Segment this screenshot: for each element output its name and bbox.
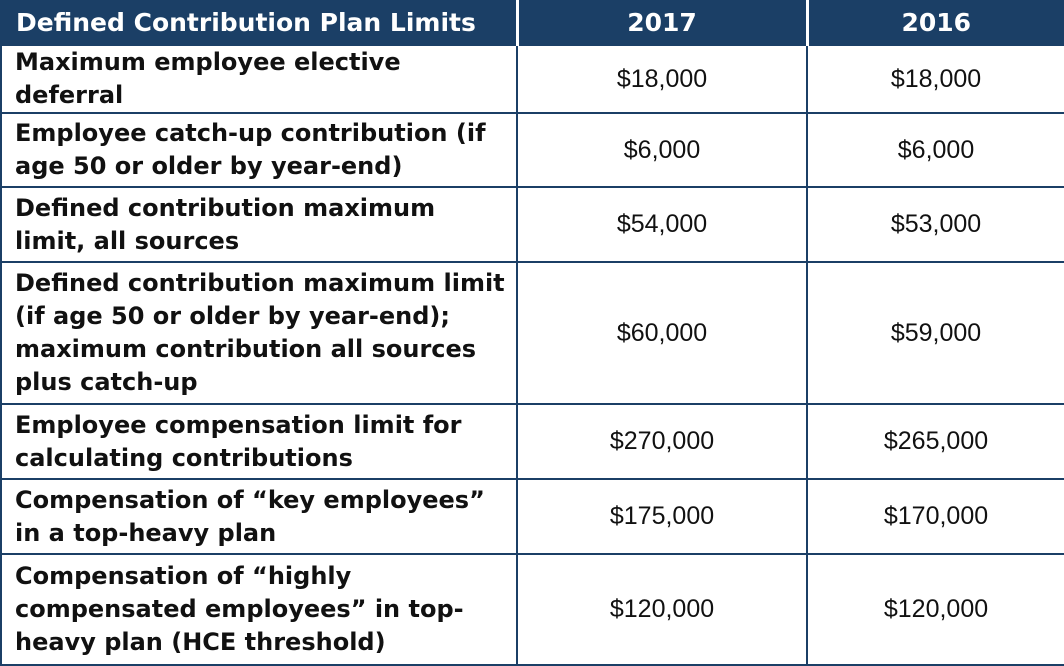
table-row xyxy=(1,554,1064,665)
value-2016: $53,000 xyxy=(807,187,1064,262)
value-2017: $60,000 xyxy=(517,262,807,404)
table-row xyxy=(1,262,1064,404)
value-2017: $175,000 xyxy=(517,479,807,554)
value-2016: $120,000 xyxy=(807,554,1064,665)
value-2017: $18,000 xyxy=(517,45,807,113)
value-2016: $18,000 xyxy=(807,45,1064,113)
value-2017: $270,000 xyxy=(517,404,807,479)
value-2016: $59,000 xyxy=(807,262,1064,404)
row-label: Compensation of “highly compensated employees” in top-heavy plan (HCE threshold) xyxy=(1,554,517,665)
value-2017: $54,000 xyxy=(517,187,807,262)
table-row xyxy=(1,479,1064,554)
value-2016: $265,000 xyxy=(807,404,1064,479)
row-label: Employee catch-up contribution (if age 50 or older by year-end) xyxy=(1,113,517,187)
table-header xyxy=(1,0,1064,45)
header-year-2016: 2016 xyxy=(807,0,1064,45)
header-label-column: Defined Contribution Plan Limits xyxy=(1,0,517,45)
row-label: Maximum employee elective deferral xyxy=(1,45,517,113)
header-row xyxy=(1,0,1064,45)
row-label: Defined contribution maximum limit, all sources xyxy=(1,187,517,262)
row-label: Compensation of “key employees” in a top-heavy plan xyxy=(1,479,517,554)
table-body xyxy=(1,45,1064,665)
table-row xyxy=(1,404,1064,479)
value-2016: $6,000 xyxy=(807,113,1064,187)
row-label: Defined contribution maximum limit (if age 50 or older by year-end); maximum contribution all sources plus catch-up xyxy=(1,262,517,404)
value-2017: $120,000 xyxy=(517,554,807,665)
table-row xyxy=(1,113,1064,187)
row-label: Employee compensation limit for calculating contributions xyxy=(1,404,517,479)
header-year-2017: 2017 xyxy=(517,0,807,45)
value-2016: $170,000 xyxy=(807,479,1064,554)
value-2017: $6,000 xyxy=(517,113,807,187)
table-row xyxy=(1,45,1064,113)
table-row xyxy=(1,187,1064,262)
